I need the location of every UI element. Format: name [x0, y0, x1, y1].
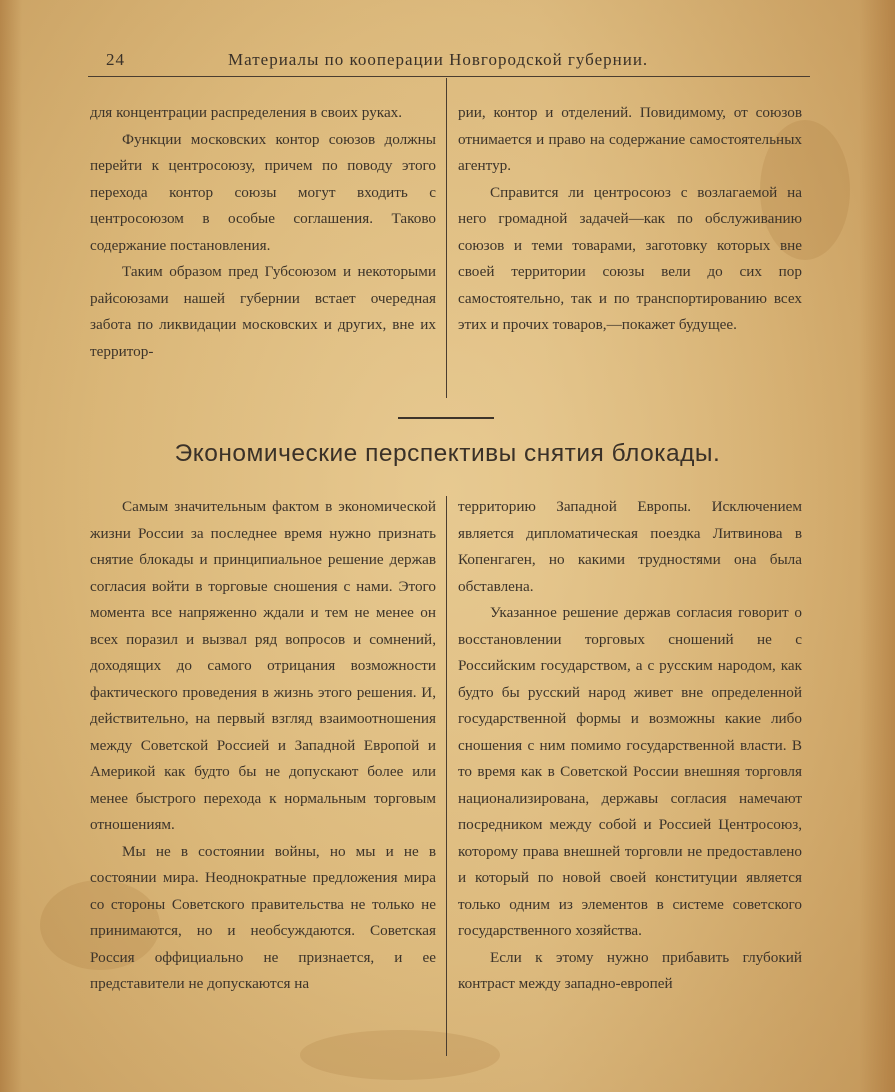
- paragraph: рии, контор и отделений. Повидимому, от союзов отнимается и право на содержание самостоятельных агентур.: [458, 104, 802, 174]
- continued-text-left-column: [90, 100, 436, 365]
- paragraph: для концентрации распределения в своих руках.: [90, 104, 403, 121]
- paragraph: Если к этому нужно прибавить глубокий контраст между западно-европей: [458, 948, 802, 992]
- paragraph: Таким образом пред Губсоюзом и некоторыми райсоюзами нашей губернии встает очередная забота по ликвидации московских и других, вне их территор-: [90, 263, 436, 360]
- column-divider-top: [446, 78, 447, 398]
- page-header: [80, 50, 670, 76]
- header-rule: [88, 76, 810, 77]
- running-title: Материалы по кооперации Новгородской губернии.: [228, 50, 649, 69]
- section-separator-rule: [398, 417, 494, 419]
- paragraph: Мы не в состоянии войны, но мы и не в состоянии мира. Неоднократные предложения мира со стороны Советского правительства не только не принимаются, но и необсуждаются. Советская Россия оффициально не признается, и ее представители не допускаются на: [90, 842, 436, 992]
- paragraph: Указанное решение держав согласия говорит о восстановлении торговых сношений не с Российским государством, а с русским народом, как будто бы русский народ живет вне определенной государственной формы и возможны какие либо сношения с ним помимо государственной власти. В то время как в Советской России внешняя торговля национализирована, державы согласия намечают посредником между собой и Россией Центросоюз, которому права внешней торговли не предоставлено и который по новой своей конституции является только одним из элементов в системе советского государственного хозяйства.: [458, 604, 802, 939]
- continued-text-right-column: [458, 100, 802, 339]
- paragraph: Самым значительным фактом в экономической жизни России за последнее время нужно признать снятие блокады и принципиальное решение держав согласия войти в торговые сношения с нами. Этого момента все напряженно ждали и тем не менее он всех поразил и вызвал ряд вопросов и сомнений, доходящих до самого отрицания возможности фактического проведения в жизнь этого решения. И, действительно, на первый взгляд взаимоотношения между Советской Россией и Западной Европой и Америкой как будто бы не допускают более или менее быстрого перехода к нормальным торговым отношениям.: [90, 498, 436, 833]
- page-number: 24: [106, 50, 125, 69]
- paragraph: Справится ли центросоюз с возлагаемой на него громадной задачей—как по обслуживанию союзов и теми товарами, заготовку которых вне своей территории союзы вели до сих пор самостоятельно, так и по транспортированию всех этих и прочих товаров,—покажет будущее.: [458, 183, 802, 333]
- paragraph: Функции московских контор союзов должны перейти к центросоюзу, причем по поводу этого перехода контор союзы могут входить с центросоюзом в особые соглашения. Таково содержание постановления.: [90, 130, 436, 254]
- column-divider-bottom: [446, 496, 447, 1056]
- article-left-column: [90, 494, 436, 998]
- article-right-column: [458, 494, 802, 998]
- paragraph: территорию Западной Европы. Исключением является дипломатическая поездка Литвинова в Копенгаген, но какими трудностями она была обставлена.: [458, 498, 802, 595]
- article-title: Экономические перспективы снятия блокады.: [174, 440, 721, 467]
